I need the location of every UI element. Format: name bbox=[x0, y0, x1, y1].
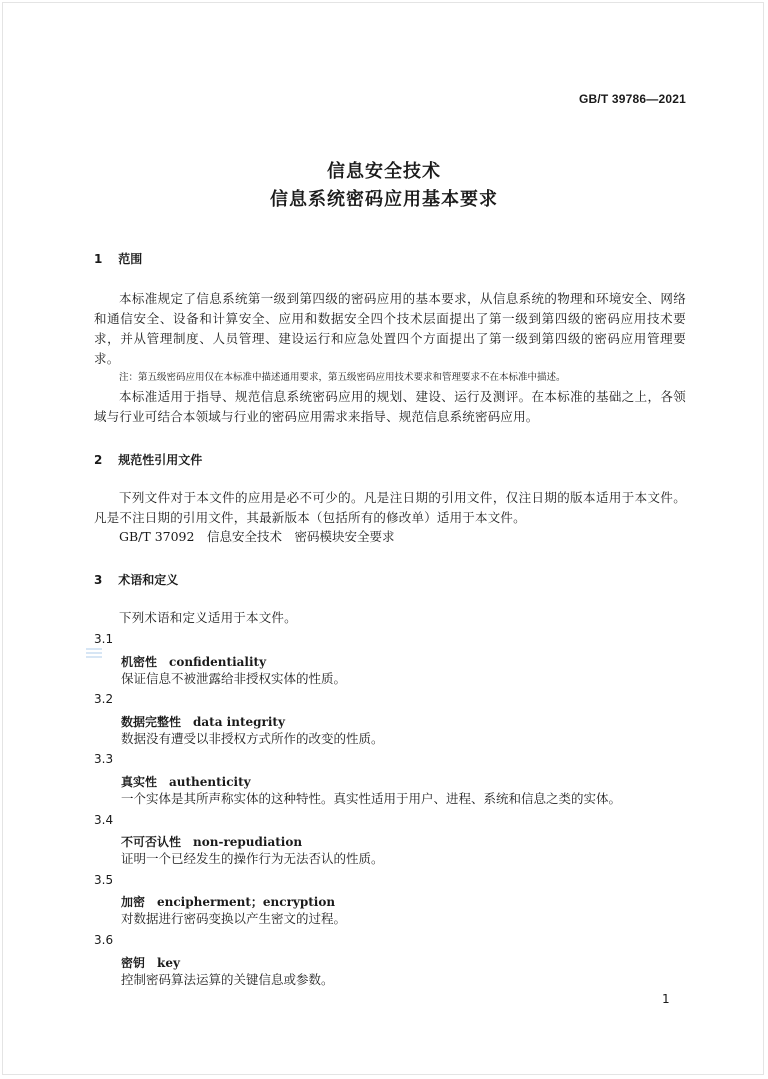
section-2-number: 2 bbox=[94, 453, 103, 467]
term-definition: 数据没有遭受以非授权方式所作的改变的性质。 bbox=[121, 731, 384, 746]
term-title bbox=[121, 954, 180, 971]
term-title bbox=[121, 713, 285, 730]
section-2-title: 规范性引用文件 bbox=[118, 453, 203, 467]
term-title bbox=[121, 653, 266, 670]
section-2-paragraph: 下列文件对于本文件的应用是必不可少的。凡是注日期的引用文件，仅注日期的版本适用于本文件。凡是不注日期的引用文件，其最新版本（包括所有的修改单）适用于本文件。 bbox=[94, 490, 686, 525]
term-en: key bbox=[157, 956, 180, 970]
term-definition: 控制密码算法运算的关键信息或参数。 bbox=[121, 972, 334, 987]
term-en: encipherment；encryption bbox=[157, 895, 336, 909]
term-number: 3.2 bbox=[94, 692, 114, 706]
section-1-note: 注：第五级密码应用仅在本标准中描述通用要求，第五级密码应用技术要求和管理要求不在本标准中描述。 bbox=[119, 372, 566, 383]
title-line-2: 信息系统密码应用基本要求 bbox=[270, 189, 498, 210]
term-definition: 保证信息不被泄露给非授权实体的性质。 bbox=[121, 671, 347, 686]
section-3-heading bbox=[94, 571, 178, 588]
term-en: data integrity bbox=[193, 715, 285, 729]
term-en: confidentiality bbox=[169, 655, 267, 669]
term-number: 3.4 bbox=[94, 813, 114, 827]
section-3-intro: 下列术语和定义适用于本文件。 bbox=[119, 610, 297, 625]
term-number: 3.6 bbox=[94, 933, 114, 947]
term-zh: 不可否认性 bbox=[121, 835, 182, 849]
section-1-paragraph-1: 本标准规定了信息系统第一级到第四级的密码应用的基本要求，从信息系统的物理和环境安全、网络和通信安全、设备和计算安全、应用和数据安全四个技术层面提出了第一级到第四级的密码应用技术要求，并从管理制度、人员管理、建设运行和应急处置四个方面提出了第一级到第四级的密码应用管理要求。 bbox=[94, 291, 686, 366]
standard-number: GB/T 39786—2021 bbox=[578, 92, 686, 106]
section-3-number: 3 bbox=[94, 573, 103, 587]
section-1-heading bbox=[94, 250, 142, 267]
section-1-paragraph-2: 本标准适用于指导、规范信息系统密码应用的规划、建设、运行及测评。在本标准的基础之上，各领域与行业可结合本领域与行业的密码应用需求来指导、规范信息系统密码应用。 bbox=[94, 389, 686, 424]
term-zh: 加密 bbox=[121, 895, 146, 909]
section-1-number: 1 bbox=[94, 252, 103, 266]
term-zh: 数据完整性 bbox=[121, 715, 182, 729]
title-line-1: 信息安全技术 bbox=[327, 161, 441, 182]
term-definition: 一个实体是其所声称实体的这种特性。真实性适用于用户、进程、系统和信息之类的实体。 bbox=[121, 791, 622, 806]
term-definition: 对数据进行密码变换以产生密文的过程。 bbox=[121, 911, 347, 926]
page-number: 1 bbox=[662, 992, 670, 1006]
normative-reference: GB/T 37092 信息安全技术 密码模块安全要求 bbox=[119, 529, 395, 544]
term-en: non-repudiation bbox=[193, 835, 303, 849]
section-1-title: 范围 bbox=[118, 252, 143, 266]
term-zh: 机密性 bbox=[121, 655, 158, 669]
term-zh: 密钥 bbox=[121, 956, 146, 970]
term-en: authenticity bbox=[169, 775, 251, 789]
term-number: 3.5 bbox=[94, 873, 114, 887]
term-number: 3.1 bbox=[94, 632, 114, 646]
term-number: 3.3 bbox=[94, 752, 114, 766]
section-2-heading bbox=[94, 451, 202, 468]
document-title bbox=[0, 158, 768, 214]
section-3-title: 术语和定义 bbox=[118, 573, 179, 587]
term-definition: 证明一个已经发生的操作行为无法否认的性质。 bbox=[121, 851, 384, 866]
term-title bbox=[121, 773, 251, 790]
term-title bbox=[121, 893, 335, 910]
term-title bbox=[121, 833, 302, 850]
term-zh: 真实性 bbox=[121, 775, 158, 789]
scan-artifact bbox=[86, 648, 102, 662]
